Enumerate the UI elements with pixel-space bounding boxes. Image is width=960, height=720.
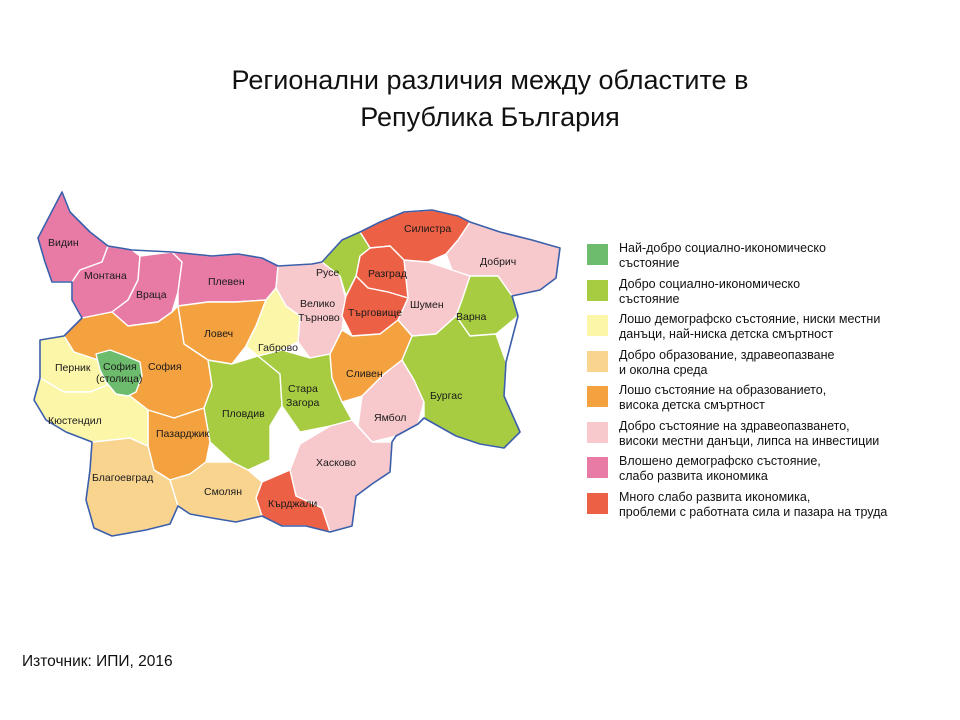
region-burgas[interactable]: [402, 316, 520, 448]
legend-item: [587, 312, 947, 348]
label-sofia-city-1: София: [103, 361, 137, 373]
legend-label-line-2: слабо развита икономика: [619, 469, 768, 483]
legend-label: [619, 312, 949, 342]
legend-label-line-2: проблеми с работната сила и пазара на труда: [619, 504, 888, 519]
source-note: Източник: ИПИ, 2016: [22, 653, 173, 670]
label-varna: Варна: [456, 311, 487, 323]
label-blagoevgrad: Благоевград: [92, 472, 154, 484]
label-silistra: Силистра: [404, 223, 452, 235]
legend-label-line-2: висока детска смъртност: [619, 398, 765, 412]
label-kyustendil: Кюстендил: [48, 415, 102, 427]
legend-label-line-1: Лошо състояние на образованието,: [619, 383, 827, 397]
legend-label-line-1: Добро състояние на здравеопазването,: [619, 418, 850, 433]
legend-label: [619, 383, 949, 413]
label-ruse: Русе: [316, 267, 340, 279]
legend-swatch: [587, 244, 608, 265]
legend-swatch: [587, 386, 608, 407]
title-line-1: Регионални различия между областите в: [231, 65, 749, 95]
label-veliko-tarnovo-1: Велико: [300, 298, 336, 310]
label-sofia-city-2: (столица): [96, 373, 143, 385]
label-dobrich: Добрич: [480, 256, 517, 268]
label-pleven: Плевен: [208, 276, 245, 288]
legend-label-line-1: Влошено демографско състояние,: [619, 454, 821, 468]
legend-label-line-1: Добро образование, здравеопазване: [619, 347, 835, 362]
legend-swatch: [587, 422, 608, 443]
legend-swatch: [587, 351, 608, 372]
legend-label: [619, 277, 949, 307]
label-haskovo: Хасково: [316, 457, 356, 469]
label-pazardzhik: Пазарджик: [156, 428, 210, 440]
legend-label-line-1: Много слабо развита икономика,: [619, 489, 811, 504]
legend-item: [587, 454, 947, 490]
label-montana: Монтана: [84, 270, 127, 282]
legend-item: [587, 277, 947, 313]
label-gabrovo: Габрово: [258, 342, 298, 354]
legend-label-line-2: и околна среда: [619, 362, 708, 377]
legend-label: [619, 241, 949, 271]
label-vratsa: Враца: [136, 289, 167, 301]
legend-label: [619, 490, 949, 520]
legend-item: [587, 383, 947, 419]
title-line-2: Република България: [360, 102, 620, 132]
legend-swatch: [587, 315, 608, 336]
legend-label-line-1: Лошо демографско състояние, ниски местни: [619, 312, 881, 326]
label-pernik: Перник: [55, 362, 91, 374]
label-stara-zagora-2: Загора: [286, 397, 320, 409]
label-plovdiv: Пловдив: [222, 408, 265, 420]
label-vidin: Видин: [48, 237, 79, 249]
legend-item: [587, 348, 947, 384]
legend-label: [619, 419, 949, 449]
label-smolyan: Смолян: [204, 486, 243, 498]
map-legend: [587, 241, 947, 525]
legend-label-line-2: данъци, най-ниска детска смъртност: [619, 327, 834, 341]
label-yambol: Ямбол: [374, 412, 407, 424]
label-shumen: Шумен: [410, 299, 444, 311]
label-kardzhali: Кърджали: [268, 498, 318, 510]
legend-label: [619, 348, 949, 378]
legend-label-line-2: състояние: [619, 256, 680, 270]
label-targovishte: Търговище: [348, 307, 403, 319]
label-lovech: Ловеч: [204, 328, 234, 340]
legend-swatch: [587, 493, 608, 514]
label-veliko-tarnovo-2: Търново: [298, 312, 340, 324]
legend-label-line-1: Най-добро социално-икономическо: [619, 241, 826, 255]
legend-item: [587, 419, 947, 455]
legend-label-line-2: високи местни данъци, липса на инвестиции: [619, 433, 880, 448]
legend-label-line-1: Добро социално-икономическо: [619, 276, 801, 291]
legend-label-line-2: състояние: [619, 291, 680, 306]
label-stara-zagora-1: Стара: [288, 383, 318, 395]
legend-item: [587, 241, 947, 277]
label-razgrad: Разград: [368, 268, 407, 280]
legend-label: [619, 454, 949, 484]
label-burgas: Бургас: [430, 390, 463, 402]
legend-item: [587, 490, 947, 526]
label-sofia-region: София: [148, 361, 182, 373]
legend-swatch: [587, 280, 608, 301]
label-sliven: Сливен: [346, 368, 383, 380]
legend-swatch: [587, 457, 608, 478]
